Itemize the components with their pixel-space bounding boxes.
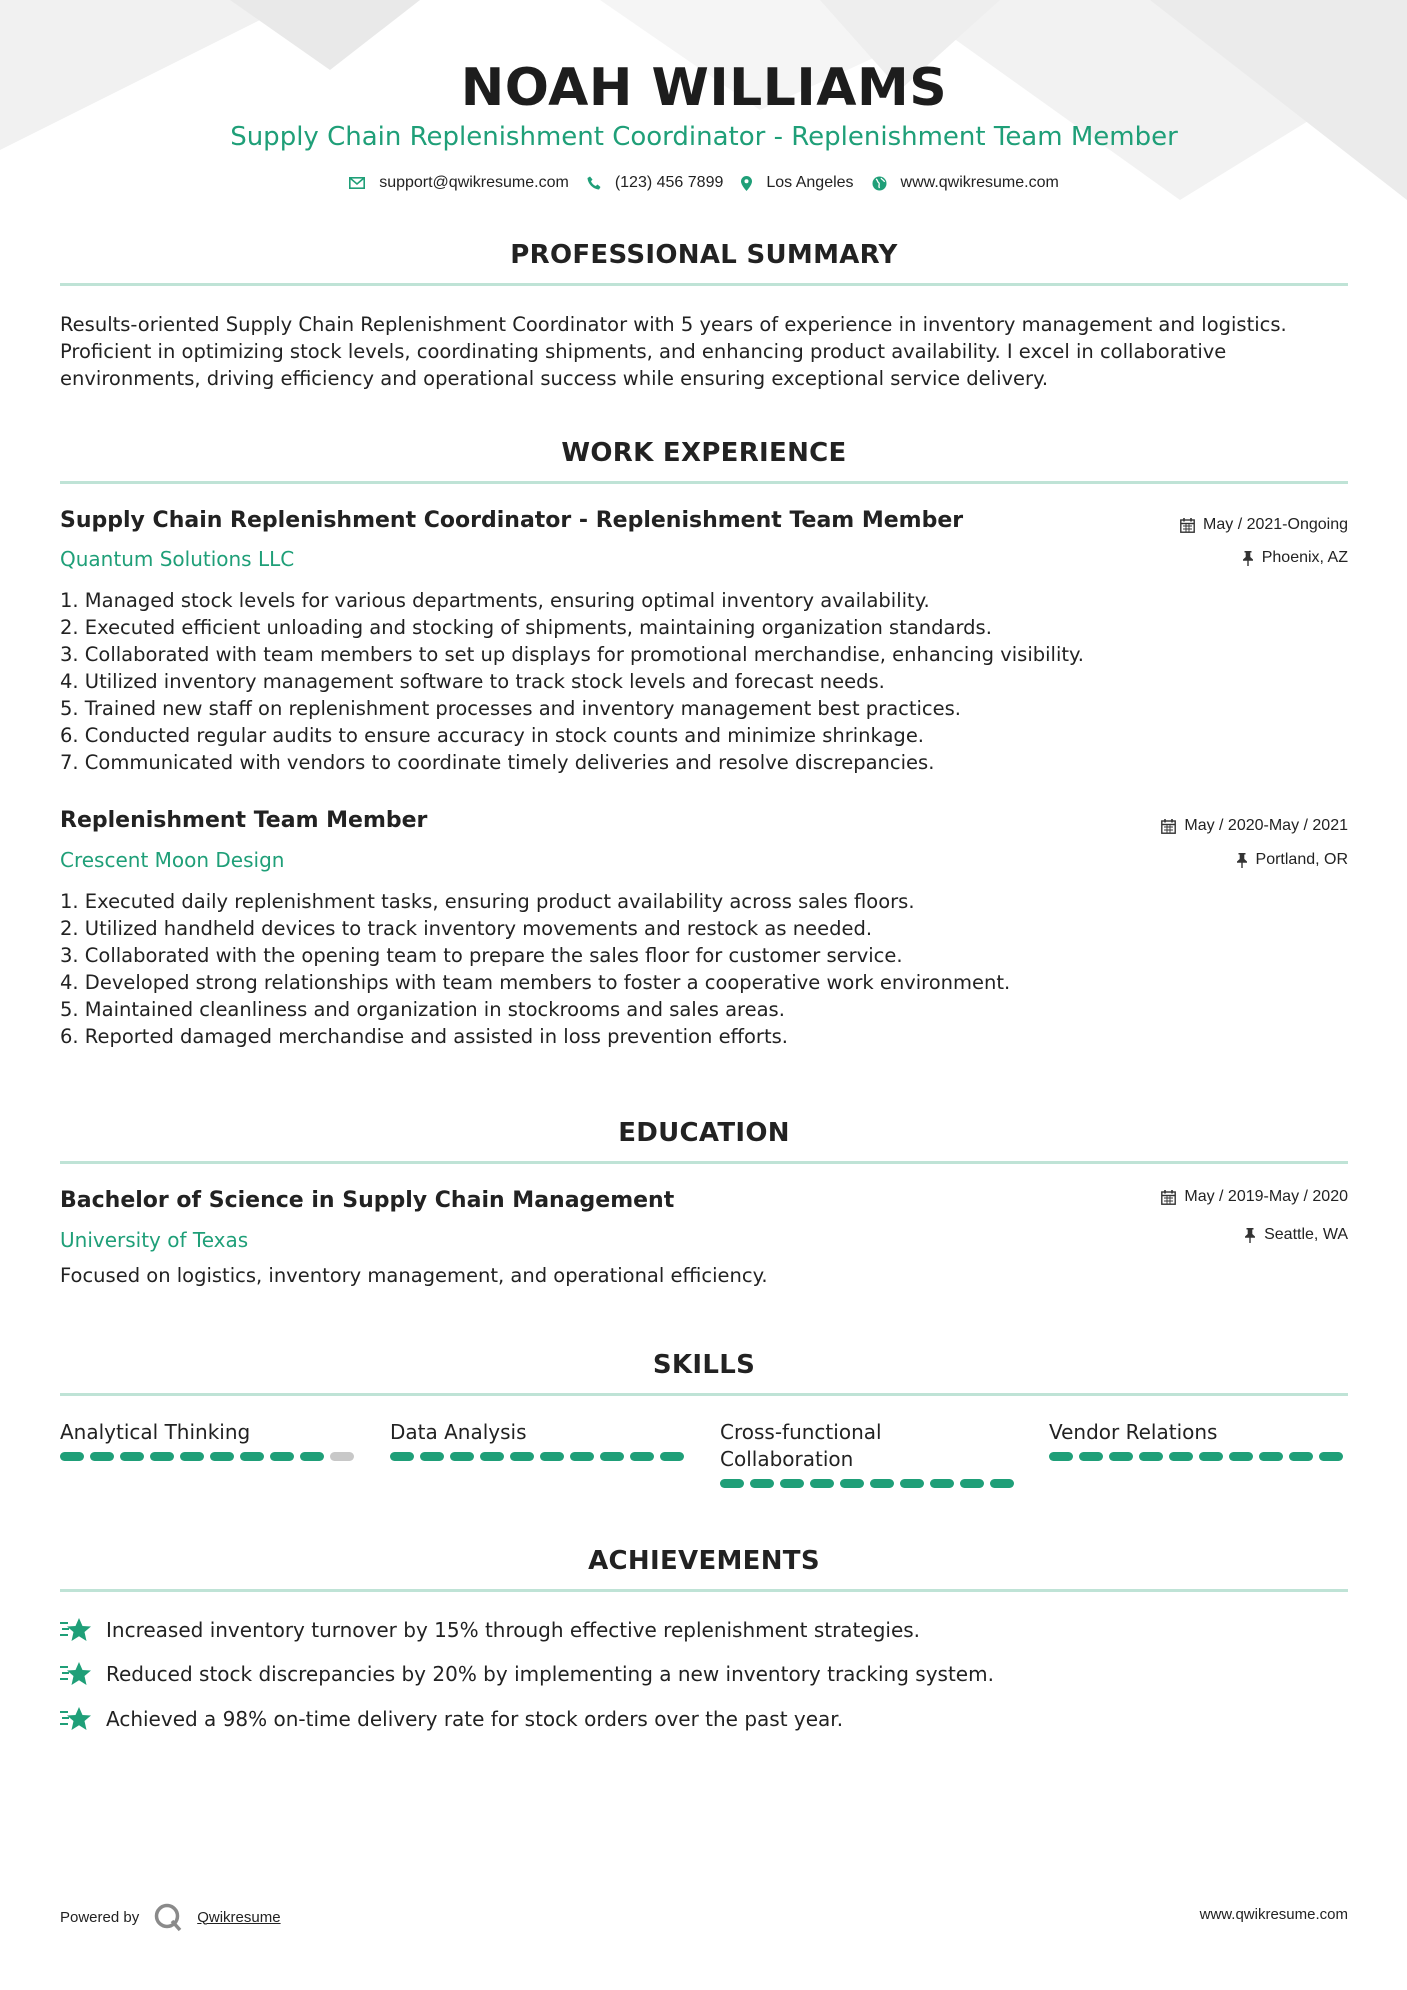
job-dates-text: May / 2021-Ongoing — [1203, 516, 1348, 533]
skill-label: Analytical Thinking — [60, 1420, 251, 1444]
calendar-icon — [1161, 819, 1176, 834]
star-achievement-icon — [60, 1661, 92, 1687]
rating-dot-filled — [570, 1452, 594, 1461]
education-location-text: Seattle, WA — [1264, 1226, 1348, 1243]
list-item: 6. Reported damaged merchandise and assisted in loss prevention efforts. — [60, 1025, 788, 1048]
rating-dot-filled — [150, 1452, 174, 1461]
rating-dot-filled — [1139, 1452, 1163, 1461]
rating-dot-filled — [180, 1452, 204, 1461]
pushpin-icon — [1242, 551, 1254, 566]
skill-item — [720, 1419, 1020, 1488]
list-item: 3. Collaborated with team members to set up displays for promotional merchandise, enhancing visibility. — [60, 643, 1084, 666]
rating-dot-filled — [1079, 1452, 1103, 1461]
list-item: 5. Trained new staff on replenishment processes and inventory management best practices. — [60, 697, 961, 720]
skills-heading: SKILLS — [652, 1350, 756, 1380]
rating-dot-filled — [480, 1452, 504, 1461]
skill-label: Vendor Relations — [1049, 1420, 1218, 1444]
rating-dot-filled — [540, 1452, 564, 1461]
rating-dot-filled — [930, 1479, 954, 1488]
skill-rating — [390, 1452, 690, 1461]
summary-line: Proficient in optimizing stock levels, coordinating shipments, and enhancing product availability. I excel in collaborative — [60, 340, 1227, 363]
list-item: 4. Utilized inventory management software to track stock levels and forecast needs. — [60, 670, 885, 693]
summary-heading: PROFESSIONAL SUMMARY — [510, 240, 898, 270]
rating-dot-filled — [450, 1452, 474, 1461]
rating-dot-filled — [510, 1452, 534, 1461]
list-item: 3. Collaborated with the opening team to prepare the sales floor for customer service. — [60, 944, 903, 967]
rating-dot-filled — [600, 1452, 624, 1461]
calendar-icon — [1161, 1190, 1176, 1205]
skill-item — [1049, 1419, 1349, 1461]
rating-dot-filled — [1319, 1452, 1343, 1461]
job-dates — [1180, 516, 1348, 534]
qwikresume-logo-icon — [153, 1902, 183, 1932]
list-item: 7. Communicated with vendors to coordinate timely deliveries and resolve discrepancies. — [60, 751, 935, 774]
skill-rating — [720, 1479, 1020, 1488]
rating-dot-filled — [870, 1479, 894, 1488]
achievement-text: Achieved a 98% on-time delivery rate for stock orders over the past year. — [106, 1707, 844, 1731]
rating-dot-filled — [750, 1479, 774, 1488]
list-item: 2. Utilized handheld devices to track inventory movements and restock as needed. — [60, 917, 873, 940]
rating-dot-filled — [1229, 1452, 1253, 1461]
experience-divider — [60, 481, 1348, 484]
rating-dot-filled — [1289, 1452, 1313, 1461]
map-pin-icon — [741, 176, 752, 191]
list-item: 2. Executed efficient unloading and stocking of shipments, maintaining organization standards. — [60, 616, 992, 639]
envelope-icon — [349, 177, 365, 189]
job-location-text: Phoenix, AZ — [1261, 549, 1348, 566]
education-divider — [60, 1161, 1348, 1164]
contact-email[interactable] — [349, 174, 569, 192]
rating-dot-filled — [960, 1479, 984, 1488]
job-role: Supply Chain Replenishment Coordinator - Replenishment Team Member — [60, 508, 964, 533]
list-item: 5. Maintained cleanliness and organization in stockrooms and sales areas. — [60, 998, 785, 1021]
rating-dot-filled — [300, 1452, 324, 1461]
contact-email-text: support@qwikresume.com — [379, 174, 569, 191]
powered-by-label: Powered by — [60, 1908, 140, 1926]
summary-text — [60, 311, 1348, 392]
achievement-text: Increased inventory turnover by 15% through effective replenishment strategies. — [106, 1618, 921, 1642]
job-location — [1242, 549, 1348, 567]
rating-dot-filled — [1169, 1452, 1193, 1461]
summary-divider — [60, 283, 1348, 286]
contact-location-text: Los Angeles — [766, 174, 854, 191]
rating-dot-filled — [840, 1479, 864, 1488]
job-location-text: Portland, OR — [1255, 851, 1348, 868]
rating-dot-filled — [780, 1479, 804, 1488]
skills-divider — [60, 1393, 1348, 1396]
education-dates-text: May / 2019-May / 2020 — [1184, 1188, 1348, 1205]
skill-rating — [1049, 1452, 1349, 1461]
job-dates — [1161, 817, 1348, 835]
rating-dot-filled — [720, 1479, 744, 1488]
footer-powered-by — [60, 1902, 281, 1932]
list-item: 6. Conducted regular audits to ensure accuracy in stock counts and minimize shrinkage. — [60, 724, 925, 747]
rating-dot-filled — [810, 1479, 834, 1488]
achievements-divider — [60, 1589, 1348, 1592]
pushpin-icon — [1244, 1228, 1256, 1243]
skill-item — [60, 1419, 360, 1461]
rating-dot-filled — [270, 1452, 294, 1461]
summary-line: Results-oriented Supply Chain Replenishment Coordinator with 5 years of experience in inventory management and logistics. — [60, 313, 1287, 336]
contact-bar — [60, 174, 1348, 192]
job-bullets — [60, 587, 1084, 776]
skill-item — [390, 1419, 690, 1461]
star-achievement-icon — [60, 1706, 92, 1732]
rating-dot-filled — [660, 1452, 684, 1461]
rating-dot-filled — [900, 1479, 924, 1488]
education-school: University of Texas — [60, 1228, 249, 1252]
rating-dot-filled — [1049, 1452, 1073, 1461]
skill-rating — [60, 1452, 360, 1461]
job-role: Replenishment Team Member — [60, 808, 428, 833]
rating-dot-filled — [60, 1452, 84, 1461]
job-company: Quantum Solutions LLC — [60, 547, 295, 571]
candidate-title: Supply Chain Replenishment Coordinator - Replenishment Team Member — [230, 122, 1178, 152]
contact-phone[interactable] — [587, 174, 724, 192]
job-dates-text: May / 2020-May / 2021 — [1184, 817, 1348, 834]
contact-phone-text: (123) 456 7899 — [614, 174, 724, 191]
experience-heading: WORK EXPERIENCE — [561, 438, 847, 468]
skill-label: Data Analysis — [390, 1420, 527, 1444]
rating-dot-filled — [1109, 1452, 1133, 1461]
pushpin-icon — [1236, 853, 1248, 868]
achievements-heading: ACHIEVEMENTS — [588, 1546, 820, 1576]
contact-website[interactable] — [872, 174, 1059, 192]
education-dates — [1161, 1188, 1348, 1206]
achievement-item — [60, 1661, 994, 1687]
skill-label: Cross-functional Collaboration — [720, 1420, 882, 1471]
rating-dot-filled — [210, 1452, 234, 1461]
contact-location — [741, 174, 853, 192]
star-achievement-icon — [60, 1617, 92, 1643]
list-item: 1. Executed daily replenishment tasks, ensuring product availability across sales floors. — [60, 890, 915, 913]
summary-line: environments, driving efficiency and operational success while ensuring exceptional service delivery. — [60, 367, 1049, 390]
education-heading: EDUCATION — [618, 1118, 790, 1148]
rating-dot-filled — [990, 1479, 1014, 1488]
list-item: 1. Managed stock levels for various departments, ensuring optimal inventory availability. — [60, 589, 930, 612]
rating-dot-filled — [90, 1452, 114, 1461]
achievement-item — [60, 1617, 920, 1643]
contact-website-text: www.qwikresume.com — [900, 174, 1059, 191]
rating-dot-filled — [120, 1452, 144, 1461]
rating-dot-filled — [390, 1452, 414, 1461]
rating-dot-filled — [420, 1452, 444, 1461]
phone-icon — [587, 176, 601, 190]
job-company: Crescent Moon Design — [60, 848, 285, 872]
calendar-icon — [1180, 518, 1195, 533]
rating-dot-empty — [330, 1452, 354, 1461]
achievement-text: Reduced stock discrepancies by 20% by implementing a new inventory tracking system. — [106, 1662, 994, 1686]
education-location — [1244, 1226, 1348, 1244]
job-bullets — [60, 888, 1010, 1050]
candidate-name: NOAH WILLIAMS — [460, 58, 948, 118]
globe-icon — [872, 176, 887, 191]
rating-dot-filled — [630, 1452, 654, 1461]
job-location — [1236, 851, 1348, 869]
rating-dot-filled — [240, 1452, 264, 1461]
education-degree: Bachelor of Science in Supply Chain Management — [60, 1188, 675, 1213]
rating-dot-filled — [1259, 1452, 1283, 1461]
achievement-item — [60, 1706, 843, 1732]
footer-website[interactable]: www.qwikresume.com — [1199, 1906, 1348, 1923]
list-item: 4. Developed strong relationships with team members to foster a cooperative work environment. — [60, 971, 1011, 994]
education-description: Focused on logistics, inventory management, and operational efficiency. — [60, 1264, 768, 1287]
qwikresume-link[interactable]: Qwikresume — [197, 1908, 281, 1926]
rating-dot-filled — [1199, 1452, 1223, 1461]
